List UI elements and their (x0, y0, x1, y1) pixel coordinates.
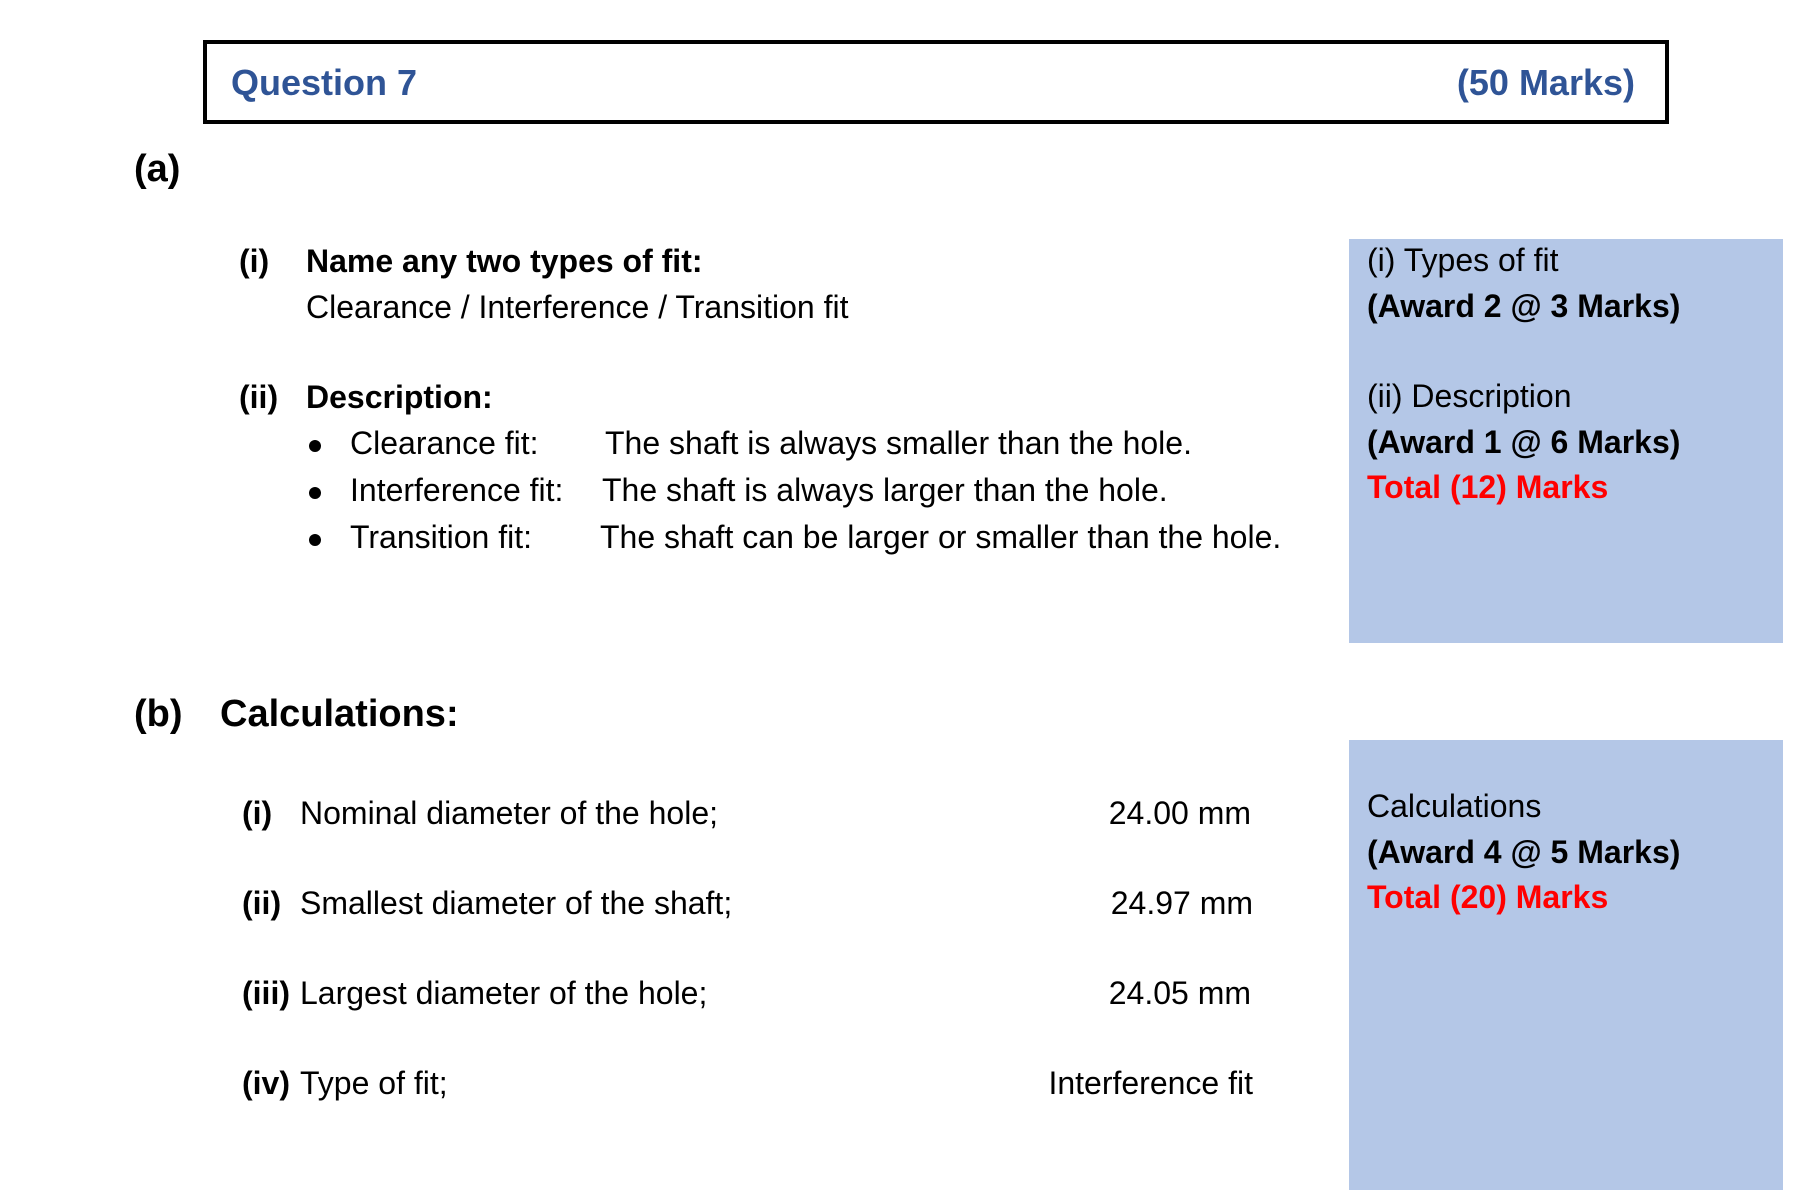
calc-row-value: 24.00 mm (1108, 795, 1251, 831)
question-title: Question 7 (231, 62, 418, 103)
calc-row-text: Type of fit; (300, 1065, 448, 1101)
marking-total-b: Total (20) Marks (1367, 879, 1609, 915)
fit-desc-transition: The shaft can be larger or smaller than the hole. (600, 519, 1282, 555)
bullet (309, 487, 321, 499)
calc-row-value: 24.97 mm (1110, 885, 1253, 921)
part-a-i-answer: Clearance / Interference / Transition fit (306, 289, 849, 325)
part-a-label: (a) (134, 148, 181, 190)
part-a-i-number: (i) (239, 243, 270, 279)
calc-row-text: Largest diameter of the hole; (300, 975, 708, 1011)
fit-desc-interference: The shaft is always larger than the hole. (602, 472, 1168, 508)
calc-row-text: Nominal diameter of the hole; (300, 795, 718, 831)
calc-row-value: 24.05 mm (1108, 975, 1251, 1011)
marking-award-types: (Award 2 @ 3 Marks) (1367, 288, 1681, 324)
part-a-marking-box (1349, 239, 1783, 643)
calc-row-text: Smallest diameter of the shaft; (300, 885, 733, 921)
question-marks: (50 Marks) (1456, 62, 1635, 103)
marking-total-a: Total (12) Marks (1367, 469, 1609, 505)
calc-row-number: (iii) (242, 975, 290, 1011)
bullet (309, 534, 321, 546)
fit-term-interference: Interference fit: (350, 472, 564, 508)
marking-calculations: Calculations (1367, 788, 1542, 824)
calc-row-value: Interference fit (1048, 1065, 1253, 1101)
part-b-marking-box (1349, 740, 1783, 1190)
marking-types-of-fit: (i) Types of fit (1367, 242, 1559, 278)
calc-row-number: (i) (242, 795, 273, 831)
marking-description: (ii) Description (1367, 378, 1572, 414)
part-a-ii-heading: Description: (306, 379, 493, 415)
question-header (203, 40, 1669, 124)
marking-award-description: (Award 1 @ 6 Marks) (1367, 424, 1681, 460)
marking-award-calculations: (Award 4 @ 5 Marks) (1367, 834, 1681, 870)
calc-row-number: (iv) (242, 1065, 290, 1101)
bullet (309, 440, 321, 452)
part-a-i-heading: Name any two types of fit: (306, 243, 703, 279)
part-b-heading: Calculations: (220, 693, 459, 735)
part-a-ii-number: (ii) (239, 379, 279, 415)
fit-desc-clearance: The shaft is always smaller than the hole. (605, 425, 1192, 461)
fit-term-transition: Transition fit: (350, 519, 532, 555)
part-b-label: (b) (134, 693, 183, 735)
calc-row-number: (ii) (242, 885, 282, 921)
fit-term-clearance: Clearance fit: (350, 425, 539, 461)
